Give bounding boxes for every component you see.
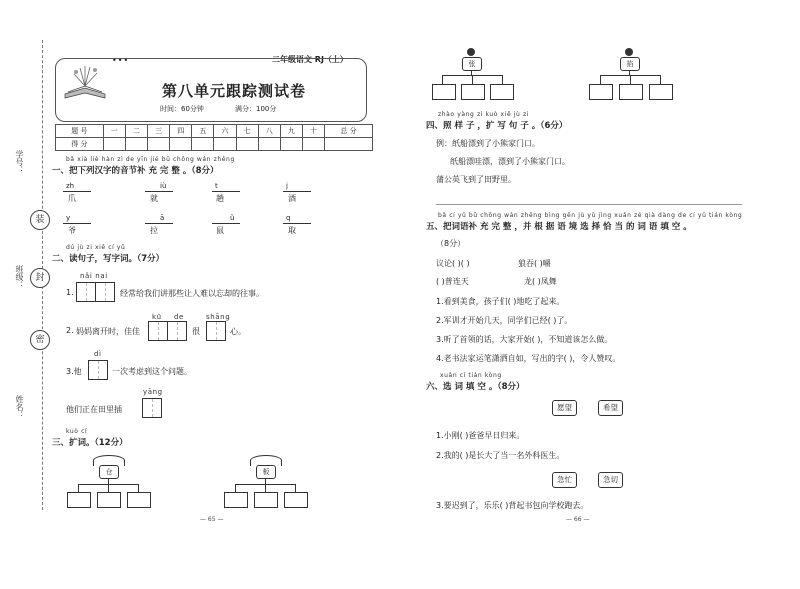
s2-q3-pinyin: dì [94,350,102,358]
score-input[interactable] [325,138,373,151]
option-jiqie[interactable]: 急切 [598,472,623,488]
s5-pinyin: bǎ cí yǔ bǔ chōng wán zhěng bìng gēn jù yǔ jìng xuǎn zé qià dàng de cí yǔ tián kòng [438,212,743,219]
s4-answer-line[interactable] [436,204,742,205]
s6-pinyin: xuǎn cí tián kòng [440,372,502,379]
s6-q1: 1.小刚( )爸爸早日归来。 [436,431,525,440]
s2-q3-text: 一次考虑到这个问题。 [112,367,192,376]
s2-q2-py1: kū [152,313,162,321]
tianzige-box[interactable] [88,360,108,380]
score-input[interactable] [236,138,258,151]
table-cell: 题 号 [56,125,104,138]
s4-question: 蒲公英飞到了田野里。 [436,175,516,184]
tree-connector [78,484,79,492]
score-input[interactable] [214,138,236,151]
score-input[interactable] [170,138,192,151]
page-title: 第八单元跟踪测试卷 [162,82,307,100]
s3-title: 三、扩词。（12分） [52,438,128,448]
table-cell: 七 [236,125,258,138]
s1-title: 一、把下列汉字的音节补 充 完 整 。（8分） [52,166,219,176]
tianzige-box[interactable] [95,282,115,302]
s2-q2-pre: 妈妈离开时，佳佳 [76,327,140,336]
page-number: — 65 — [200,516,224,523]
s5-q2: 2.军训才开始几天，同学们已经( )了。 [436,316,573,325]
s1-py-5: y [66,214,71,222]
s2-q2-py2: de [174,313,184,321]
score-input[interactable] [125,138,147,151]
s1-py-6: ā [160,214,165,222]
s5-word-3: ( )普连天 [436,277,469,286]
answer-box[interactable] [619,84,643,100]
table-cell: 五 [192,125,214,138]
tree-connector [295,484,296,492]
score-input[interactable] [192,138,214,151]
seal-feng: 封 [30,268,50,288]
option-jimang[interactable]: 急忙 [552,472,577,488]
s6-title: 六、选 词 填 空 。（8分） [426,382,525,392]
answer-box[interactable] [490,84,514,100]
page-number: — 66 — [566,516,590,523]
s5-score: （8分） [436,239,466,248]
s2-title: 二、读句子，写字词。（7分） [52,254,165,264]
name-label: 姓名： [15,395,24,419]
answer-box[interactable] [284,492,308,508]
tianzige-box[interactable] [142,398,162,418]
tree-connector [108,484,109,492]
s1-py-8: q [286,214,291,222]
s1-char-4: 酒 [288,194,296,203]
s3-pinyin: kuò cí [66,428,88,435]
score-input[interactable] [148,138,170,151]
tree-connector [472,75,473,84]
score-input[interactable] [302,138,324,151]
answer-box[interactable] [97,492,121,508]
answer-box[interactable] [461,84,485,100]
tianzige-box[interactable] [76,282,96,302]
table-cell: 六 [214,125,236,138]
table-cell: 三 [148,125,170,138]
s1-char-5: 爷 [68,226,76,235]
root-char-box: 张 [462,57,482,71]
s2-q4-pinyin: yāng [143,388,163,396]
tree-connector [442,75,443,84]
table-cell: 八 [258,125,280,138]
root-char-box: 掐 [620,57,640,71]
tree-connector [600,75,601,84]
answer-box[interactable] [432,84,456,100]
s2-pinyin: dú jù zi xiě cí yǔ [66,244,126,251]
tree-connector [235,484,236,492]
right-page [400,0,800,589]
book-illustration-icon [62,64,108,102]
child-head-icon [467,48,475,56]
seal-mi: 密 [30,330,50,350]
s6-q2: 2.我的( )是长大了当一名外科医生。 [436,451,565,460]
score-input[interactable] [280,138,302,151]
s1-char-1: 爪 [68,194,76,203]
child-head-icon [625,48,633,56]
tree-connector [660,75,661,84]
answer-box[interactable] [589,84,613,100]
s1-char-6: 拉 [150,226,158,235]
tree-connector [138,484,139,492]
s1-py-3: t [215,182,218,190]
s4-pinyin: zhào yàng zi kuò xiě jù zi [438,111,529,118]
s1-blank-3[interactable] [212,191,240,192]
s5-word-4: 龙( )凤舞 [524,277,557,286]
tianzige-box[interactable] [148,321,168,341]
score-table [55,124,373,151]
option-xiwang[interactable]: 希望 [598,400,623,416]
score-input[interactable] [258,138,280,151]
seal-zhuang: 装 [30,210,50,230]
s5-q4: 4.老书法家运笔潇洒自如，写出的字( )，令人赞叹。 [436,354,621,363]
score-input[interactable] [103,138,125,151]
s6-q3: 3.要迟到了，乐乐( )背起书包向学校跑去。 [436,501,589,510]
table-cell: 九 [280,125,302,138]
s1-pinyin: bǎ xià liè hàn zì de yīn jié bǔ chōng wán zhěng [66,156,235,163]
s1-blank-5[interactable] [63,223,91,224]
s2-q2-mid: 很 [192,327,200,336]
table-cell: 一 [103,125,125,138]
s5-title: 五、把词语补 充 完 整 ，并 根 据 语 境 选 择 恰 当 的 词 语 填 空 。 [426,222,692,232]
s5-q1: 1.看到美食，孩子们( )地吃了起来。 [436,297,565,306]
s1-char-3: 趟 [216,194,224,203]
table-cell: 二 [125,125,147,138]
s2-q1-text: 经常给我们讲那些让人难以忘却的往事。 [120,289,264,298]
option-yuanwang[interactable]: 愿望 [552,400,577,416]
tianzige-box[interactable] [206,321,226,341]
s1-char-2: 就 [150,194,158,203]
s2-q2-py3: shāng [206,313,231,321]
root-char-box: 仓 [99,465,119,479]
s5-q3: 3.听了首领的话，大家开始( )，不知道该怎么做。 [436,335,613,344]
s2-q2-num: 2. [66,326,74,335]
s5-word-1: 议论( )( ) [436,259,470,268]
decor-dots: ••• [112,56,130,65]
tree-connector [265,484,266,492]
answer-box[interactable] [127,492,151,508]
s5-word-2: 狼吞( )嚼 [518,259,551,268]
answer-box[interactable] [224,492,248,508]
s1-blank-4[interactable] [283,191,311,192]
answer-box[interactable] [67,492,91,508]
table-cell: 四 [170,125,192,138]
s2-q1-pinyin: nǎi nai [80,272,108,280]
s1-char-8: 取 [288,226,296,235]
s4-example-expanded: 纸船漂哇漂，漂到了小熊家门口。 [450,157,570,166]
table-cell: 总 分 [325,125,373,138]
s1-blank-6[interactable] [145,223,173,224]
class-label: 班级： [15,265,24,289]
grade-label: 二年级语文 RJ（上） [272,55,348,64]
s1-py-7: ǔ [230,214,235,222]
root-char-box: 板 [256,465,276,479]
s4-title: 四、照 样 子 ，扩 写 句 子 。（6分） [426,121,568,131]
s1-py-2: iù [160,182,167,190]
s1-blank-2[interactable] [145,191,173,192]
s2-q2-post: 心。 [230,327,246,336]
s1-py-1: zh [66,182,75,190]
s1-char-7: 鼠 [216,226,224,235]
answer-box[interactable] [649,84,673,100]
tree-connector [502,75,503,84]
answer-box[interactable] [254,492,278,508]
s1-blank-1[interactable] [63,191,91,192]
time-label: 时间：60分钟 [160,105,204,113]
s1-blank-8[interactable] [283,223,311,224]
score-label: 满分：100分 [235,105,277,113]
s1-py-4: j [286,182,288,190]
table-cell: 得 分 [56,138,104,151]
s4-example: 例：纸船漂到了小熊家门口。 [436,139,540,148]
tianzige-box[interactable] [167,321,187,341]
s1-blank-7[interactable] [212,223,240,224]
student-no-label: 学号： [15,150,24,174]
table-cell: 十 [302,125,324,138]
s2-q3-num: 3.他 [66,367,82,376]
s2-q4-text: 他们正在田里插 [66,405,122,414]
tree-connector [630,75,631,84]
s2-q1-num: 1. [66,288,74,297]
